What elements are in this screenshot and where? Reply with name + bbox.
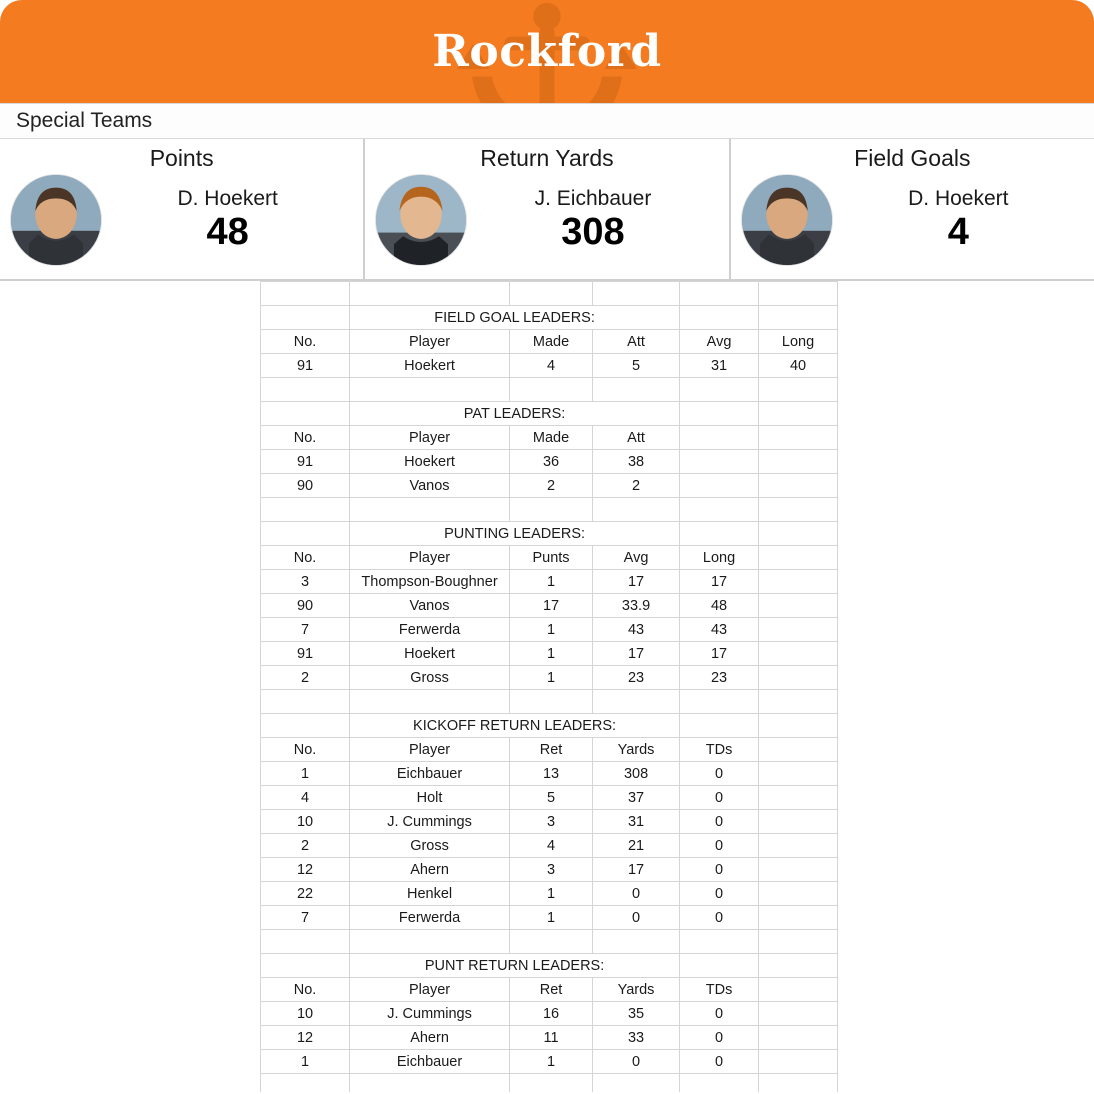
table-cell: Ferwerda bbox=[350, 618, 510, 642]
table-cell: Vanos bbox=[350, 594, 510, 618]
column-header: Player bbox=[350, 330, 510, 354]
table-cell bbox=[510, 498, 593, 522]
table-cell bbox=[350, 1074, 510, 1093]
table-row bbox=[261, 354, 838, 378]
table-cell bbox=[759, 450, 838, 474]
block-title: FIELD GOAL LEADERS: bbox=[350, 306, 680, 330]
table-header-row bbox=[261, 978, 838, 1002]
table-cell bbox=[680, 690, 759, 714]
table-cell: 0 bbox=[680, 762, 759, 786]
column-header: No. bbox=[261, 978, 350, 1002]
column-header: Ret bbox=[510, 978, 593, 1002]
table-cell bbox=[759, 594, 838, 618]
table-cell bbox=[759, 858, 838, 882]
table-cell: 5 bbox=[510, 786, 593, 810]
table-cell: 17 bbox=[593, 858, 680, 882]
column-header bbox=[759, 738, 838, 762]
table-cell bbox=[680, 378, 759, 402]
leader-value: 308 bbox=[561, 211, 625, 254]
column-header: Yards bbox=[593, 978, 680, 1002]
leader-player-name: J. Eichbauer bbox=[534, 187, 652, 211]
table-cell bbox=[350, 282, 510, 306]
table-cell: 0 bbox=[593, 1050, 680, 1074]
table-cell: 308 bbox=[593, 762, 680, 786]
column-header: Player bbox=[350, 738, 510, 762]
table-cell bbox=[759, 498, 838, 522]
table-cell bbox=[759, 810, 838, 834]
table-cell bbox=[759, 666, 838, 690]
table-cell: 3 bbox=[510, 810, 593, 834]
table-cell bbox=[261, 306, 350, 330]
table-cell bbox=[759, 1002, 838, 1026]
table-row bbox=[261, 882, 838, 906]
table-cell bbox=[680, 402, 759, 426]
table-cell: 7 bbox=[261, 906, 350, 930]
table-row bbox=[261, 570, 838, 594]
table-cell: 17 bbox=[680, 642, 759, 666]
table-cell bbox=[350, 498, 510, 522]
table-cell: 22 bbox=[261, 882, 350, 906]
table-cell: J. Cummings bbox=[350, 810, 510, 834]
table-cell: 2 bbox=[593, 474, 680, 498]
table-cell bbox=[759, 618, 838, 642]
section-title-row bbox=[261, 954, 838, 978]
table-cell: Holt bbox=[350, 786, 510, 810]
table-cell bbox=[593, 378, 680, 402]
table-cell: 4 bbox=[510, 834, 593, 858]
table-cell: 0 bbox=[593, 882, 680, 906]
table-row bbox=[261, 762, 838, 786]
table-cell: 0 bbox=[680, 858, 759, 882]
section-title-row bbox=[261, 306, 838, 330]
table-cell bbox=[261, 498, 350, 522]
column-header: No. bbox=[261, 546, 350, 570]
column-header: Long bbox=[759, 330, 838, 354]
table-cell: 0 bbox=[680, 834, 759, 858]
table-cell: 91 bbox=[261, 450, 350, 474]
table-cell: 1 bbox=[261, 1050, 350, 1074]
table-cell bbox=[759, 1074, 838, 1093]
table-cell bbox=[510, 282, 593, 306]
table-cell: 91 bbox=[261, 642, 350, 666]
table-cell bbox=[261, 282, 350, 306]
table-cell bbox=[593, 1074, 680, 1093]
table-cell: 2 bbox=[261, 834, 350, 858]
column-header: Player bbox=[350, 546, 510, 570]
column-header: Att bbox=[593, 330, 680, 354]
column-header: Att bbox=[593, 426, 680, 450]
table-cell: 10 bbox=[261, 810, 350, 834]
table-row bbox=[261, 618, 838, 642]
table-cell bbox=[680, 714, 759, 738]
table-cell: Ahern bbox=[350, 1026, 510, 1050]
table-cell bbox=[759, 834, 838, 858]
table-row bbox=[261, 450, 838, 474]
table-row bbox=[261, 594, 838, 618]
spacer-row bbox=[261, 282, 838, 306]
table-cell: 1 bbox=[510, 1050, 593, 1074]
block-title: PUNT RETURN LEADERS: bbox=[350, 954, 680, 978]
table-cell: 31 bbox=[680, 354, 759, 378]
table-cell bbox=[759, 522, 838, 546]
table-cell: 1 bbox=[510, 570, 593, 594]
table-cell bbox=[261, 378, 350, 402]
table-cell: 1 bbox=[510, 882, 593, 906]
table-cell: 91 bbox=[261, 354, 350, 378]
table-row bbox=[261, 642, 838, 666]
leader-player-name: D. Hoekert bbox=[908, 187, 1009, 211]
table-cell: 13 bbox=[510, 762, 593, 786]
column-header: Player bbox=[350, 426, 510, 450]
table-cell: 4 bbox=[261, 786, 350, 810]
table-cell bbox=[759, 378, 838, 402]
table-cell: Henkel bbox=[350, 882, 510, 906]
table-cell: 38 bbox=[593, 450, 680, 474]
table-cell bbox=[759, 714, 838, 738]
table-cell: 1 bbox=[261, 762, 350, 786]
table-row bbox=[261, 906, 838, 930]
spacer-row bbox=[261, 498, 838, 522]
table-cell bbox=[510, 378, 593, 402]
table-row bbox=[261, 834, 838, 858]
table-cell bbox=[680, 282, 759, 306]
table-cell bbox=[261, 522, 350, 546]
player-headshot-avatar bbox=[375, 174, 467, 266]
table-cell bbox=[759, 642, 838, 666]
table-cell: 33 bbox=[593, 1026, 680, 1050]
table-cell: 2 bbox=[510, 474, 593, 498]
table-cell: 31 bbox=[593, 810, 680, 834]
table-cell: 17 bbox=[593, 642, 680, 666]
table-header-row bbox=[261, 330, 838, 354]
table-cell: Ahern bbox=[350, 858, 510, 882]
table-cell: 21 bbox=[593, 834, 680, 858]
table-cell bbox=[680, 474, 759, 498]
table-cell: 2 bbox=[261, 666, 350, 690]
column-header: No. bbox=[261, 330, 350, 354]
stats-table bbox=[260, 281, 838, 1092]
table-cell: 43 bbox=[593, 618, 680, 642]
column-header: Punts bbox=[510, 546, 593, 570]
leader-cards bbox=[0, 139, 1094, 281]
table-cell bbox=[680, 1074, 759, 1093]
column-header bbox=[759, 978, 838, 1002]
table-cell bbox=[593, 930, 680, 954]
table-cell: 16 bbox=[510, 1002, 593, 1026]
table-cell bbox=[759, 1050, 838, 1074]
leader-category: Return Yards bbox=[480, 145, 614, 171]
column-header: Yards bbox=[593, 738, 680, 762]
column-header: Ret bbox=[510, 738, 593, 762]
player-headshot-avatar bbox=[10, 174, 102, 266]
table-cell bbox=[261, 690, 350, 714]
table-cell bbox=[759, 306, 838, 330]
table-cell: 12 bbox=[261, 858, 350, 882]
stats-sheet[interactable] bbox=[0, 281, 1094, 1092]
column-header: No. bbox=[261, 738, 350, 762]
table-cell: 0 bbox=[680, 1050, 759, 1074]
table-cell: 5 bbox=[593, 354, 680, 378]
leader-card-points[interactable] bbox=[0, 139, 363, 279]
table-cell: 17 bbox=[593, 570, 680, 594]
section-title-row bbox=[261, 402, 838, 426]
section-title: Special Teams bbox=[16, 109, 153, 132]
table-row bbox=[261, 1050, 838, 1074]
column-header: Made bbox=[510, 426, 593, 450]
table-cell: 1 bbox=[510, 618, 593, 642]
table-cell bbox=[759, 690, 838, 714]
table-cell bbox=[510, 690, 593, 714]
table-cell bbox=[759, 906, 838, 930]
column-header: Player bbox=[350, 978, 510, 1002]
table-cell bbox=[759, 762, 838, 786]
table-cell: 0 bbox=[680, 810, 759, 834]
table-cell bbox=[759, 1026, 838, 1050]
table-cell: 12 bbox=[261, 1026, 350, 1050]
table-cell bbox=[261, 954, 350, 978]
player-headshot-avatar bbox=[741, 174, 833, 266]
table-cell bbox=[680, 498, 759, 522]
table-cell bbox=[680, 450, 759, 474]
table-cell bbox=[593, 690, 680, 714]
table-cell: 4 bbox=[510, 354, 593, 378]
leader-value: 4 bbox=[947, 211, 969, 254]
table-cell: 3 bbox=[510, 858, 593, 882]
spacer-row bbox=[261, 690, 838, 714]
table-cell bbox=[261, 402, 350, 426]
table-cell bbox=[510, 1074, 593, 1093]
block-title: KICKOFF RETURN LEADERS: bbox=[350, 714, 680, 738]
table-cell bbox=[261, 930, 350, 954]
table-cell: Gross bbox=[350, 834, 510, 858]
table-cell bbox=[680, 930, 759, 954]
table-cell: 0 bbox=[680, 906, 759, 930]
table-cell bbox=[680, 954, 759, 978]
table-cell: 11 bbox=[510, 1026, 593, 1050]
table-cell: 1 bbox=[510, 642, 593, 666]
table-cell bbox=[261, 1074, 350, 1093]
table-cell bbox=[759, 930, 838, 954]
leader-card-field-goals[interactable] bbox=[729, 139, 1094, 279]
table-cell bbox=[680, 306, 759, 330]
block-title: PUNTING LEADERS: bbox=[350, 522, 680, 546]
column-header: Avg bbox=[593, 546, 680, 570]
table-cell: 7 bbox=[261, 618, 350, 642]
table-cell: 36 bbox=[510, 450, 593, 474]
table-cell bbox=[759, 882, 838, 906]
table-header-row bbox=[261, 546, 838, 570]
table-cell: 48 bbox=[680, 594, 759, 618]
table-cell bbox=[350, 690, 510, 714]
table-cell: 0 bbox=[680, 882, 759, 906]
table-cell: 10 bbox=[261, 1002, 350, 1026]
table-cell bbox=[261, 714, 350, 738]
table-cell: 3 bbox=[261, 570, 350, 594]
table-cell bbox=[759, 786, 838, 810]
leader-player-name: D. Hoekert bbox=[177, 187, 278, 211]
table-header-row bbox=[261, 426, 838, 450]
table-cell: Eichbauer bbox=[350, 1050, 510, 1074]
table-cell bbox=[759, 474, 838, 498]
table-cell: 0 bbox=[680, 1026, 759, 1050]
table-cell: 17 bbox=[680, 570, 759, 594]
table-cell: 0 bbox=[593, 906, 680, 930]
spacer-row bbox=[261, 930, 838, 954]
leader-category: Points bbox=[149, 145, 214, 171]
leader-card-return-yards[interactable] bbox=[363, 139, 728, 279]
table-cell: 23 bbox=[680, 666, 759, 690]
table-cell: 90 bbox=[261, 594, 350, 618]
table-row bbox=[261, 786, 838, 810]
table-cell: J. Cummings bbox=[350, 1002, 510, 1026]
table-cell bbox=[350, 930, 510, 954]
table-cell bbox=[350, 378, 510, 402]
table-cell: 23 bbox=[593, 666, 680, 690]
table-cell: 0 bbox=[680, 786, 759, 810]
table-cell bbox=[593, 282, 680, 306]
table-cell: Eichbauer bbox=[350, 762, 510, 786]
table-cell bbox=[759, 282, 838, 306]
leader-value: 48 bbox=[206, 211, 249, 254]
column-header: Made bbox=[510, 330, 593, 354]
table-cell: Thompson-Boughner bbox=[350, 570, 510, 594]
table-row bbox=[261, 810, 838, 834]
table-row bbox=[261, 858, 838, 882]
table-cell bbox=[593, 498, 680, 522]
table-cell: Ferwerda bbox=[350, 906, 510, 930]
table-cell: 43 bbox=[680, 618, 759, 642]
table-cell: Hoekert bbox=[350, 450, 510, 474]
table-cell: Gross bbox=[350, 666, 510, 690]
team-header bbox=[0, 0, 1094, 103]
page-title: Rockford bbox=[432, 26, 662, 77]
table-row bbox=[261, 1026, 838, 1050]
table-cell bbox=[510, 930, 593, 954]
table-row bbox=[261, 666, 838, 690]
table-cell: 90 bbox=[261, 474, 350, 498]
table-cell bbox=[759, 570, 838, 594]
table-cell: 40 bbox=[759, 354, 838, 378]
column-header: Long bbox=[680, 546, 759, 570]
table-cell bbox=[759, 954, 838, 978]
column-header: TDs bbox=[680, 978, 759, 1002]
table-cell: 1 bbox=[510, 906, 593, 930]
table-cell: Vanos bbox=[350, 474, 510, 498]
spacer-row bbox=[261, 378, 838, 402]
table-cell bbox=[680, 522, 759, 546]
section-title-row bbox=[261, 522, 838, 546]
section-header bbox=[0, 103, 1094, 139]
section-title-row bbox=[261, 714, 838, 738]
column-header: Avg bbox=[680, 330, 759, 354]
table-row bbox=[261, 474, 838, 498]
column-header bbox=[680, 426, 759, 450]
table-cell: Hoekert bbox=[350, 354, 510, 378]
spacer-row bbox=[261, 1074, 838, 1093]
table-cell: 17 bbox=[510, 594, 593, 618]
column-header bbox=[759, 546, 838, 570]
leader-category: Field Goals bbox=[854, 145, 971, 171]
table-cell: 33.9 bbox=[593, 594, 680, 618]
table-row bbox=[261, 1002, 838, 1026]
table-cell: 37 bbox=[593, 786, 680, 810]
table-cell: Hoekert bbox=[350, 642, 510, 666]
column-header bbox=[759, 426, 838, 450]
column-header: TDs bbox=[680, 738, 759, 762]
column-header: No. bbox=[261, 426, 350, 450]
table-cell: 35 bbox=[593, 1002, 680, 1026]
table-header-row bbox=[261, 738, 838, 762]
block-title: PAT LEADERS: bbox=[350, 402, 680, 426]
table-cell bbox=[759, 402, 838, 426]
table-cell: 1 bbox=[510, 666, 593, 690]
table-cell: 0 bbox=[680, 1002, 759, 1026]
